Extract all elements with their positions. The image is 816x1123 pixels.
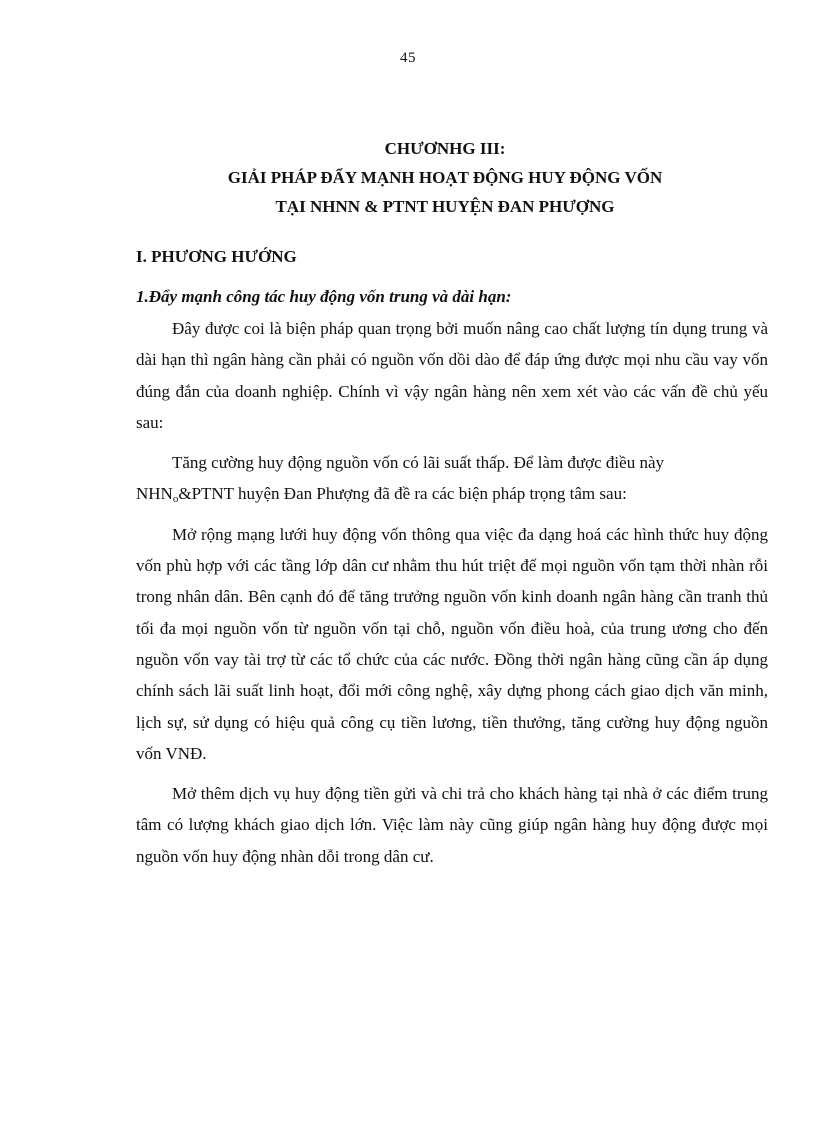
section-title: I. PHƯƠNG HƯỚNG — [136, 247, 297, 266]
body-text — [136, 313, 768, 881]
paragraph-2-rest: &PTNT huyện Đan Phượng đã đề ra các biện pháp trọng tâm sau: — [178, 484, 627, 504]
chapter-heading-line-2: GIẢI PHÁP ĐẨY MẠNH HOẠT ĐỘNG HUY ĐỘNG VỐN — [227, 168, 663, 187]
page-number: 45 — [400, 50, 416, 66]
paragraph-2-prefix: NHN — [136, 484, 173, 504]
chapter-heading-line-3: TẠI NHNN & PTNT HUYỆN ĐAN PHƯỢNG — [275, 197, 615, 216]
paragraph-2-line-1: Tăng cường huy động nguồn vốn có lãi suất thấp. Để làm được điều này — [172, 453, 664, 473]
subsection-title: 1.Đẩy mạnh công tác huy động vốn trung và dài hạn: — [136, 287, 512, 306]
paragraph-1: Đây được coi là biện pháp quan trọng bởi muốn nâng cao chất lượng tín dụng trung và dài hạn thì ngân hàng cần phải có nguồn vốn dồi dào để đáp ứng được mọi nhu cầu vay vốn đúng đắn của doanh nghiệp. Chính vì vậy ngân hàng nên xem xét vào các vấn đề chủ yếu sau: — [136, 319, 768, 432]
paragraph-2-subscript: o — [172, 493, 179, 506]
paragraph-4: Mở thêm dịch vụ huy động tiền gửi và chi trả cho khách hàng tại nhà ở các điểm trung tâm có lượng khách giao dịch lớn. Việc làm này cũng giúp ngân hàng huy động được mọi nguồn vốn huy động nhàn dỗi trong dân cư. — [136, 784, 768, 866]
paragraph-3: Mở rộng mạng lưới huy động vốn thông qua việc đa dạng hoá các hình thức huy động vốn phù hợp với các tầng lớp dân cư nhằm thu hút triệt để mọi nguồn vốn tạm thời nhàn rỗi trong nhân dân. Bên cạnh đó để tăng trưởng nguồn vốn kinh doanh ngân hàng cần tranh thủ tối đa mọi nguồn vốn từ nguồn vốn tại chỗ, nguồn vốn điều hoà, của trung ương cho đến nguồn vốn vay tài trợ từ các tổ chức của các nước. Đồng thời ngân hàng cũng cần áp dụng chính sách lãi suất linh hoạt, đổi mới công nghệ, xây dựng phong cách giao dịch văn minh, lịch sự, sử dụng có hiệu quả công cụ tiền lương, tiền thưởng, tăng cường huy động nguồn vốn VNĐ. — [136, 524, 768, 763]
chapter-heading-line-1: CHƯƠNHG III: — [384, 139, 506, 158]
paragraph-2 — [136, 447, 768, 510]
chapter-heading — [135, 134, 755, 221]
